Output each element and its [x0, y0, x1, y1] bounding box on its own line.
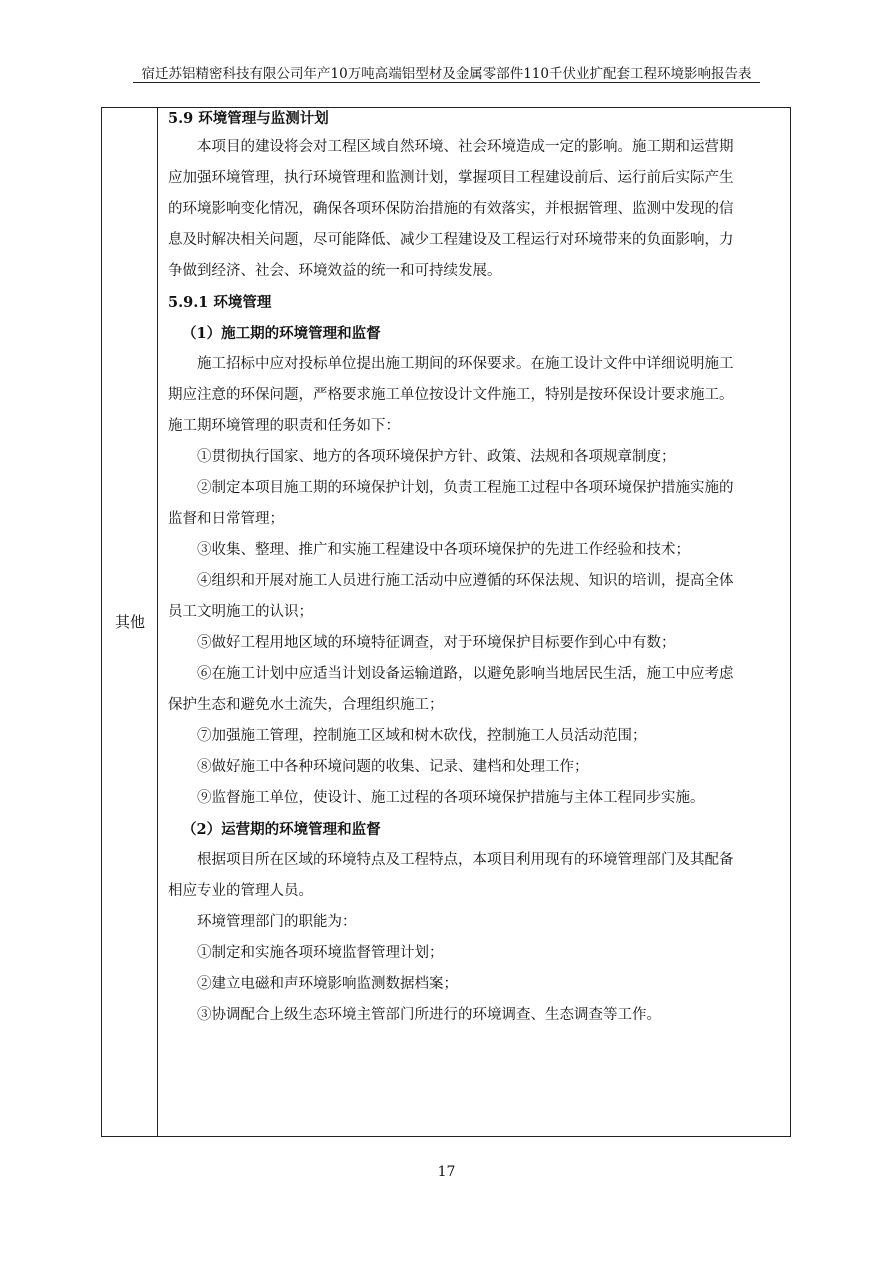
text-line: ④组织和开展对施工人员进行施工活动中应遵循的环保法规、知识的培训，提高全体: [197, 573, 734, 589]
text-line: ③收集、整理、推广和实施工程建设中各项环境保护的先进工作经验和技术；: [197, 542, 690, 558]
content-table: [101, 107, 791, 1137]
text-line: 本项目的建设将会对工程区域自然环境、社会环境造成一定的影响。施工期和运营期: [197, 139, 734, 155]
text-line: 期应注意的环保问题，严格要求施工单位按设计文件施工，特别是按环保设计要求施工。: [168, 387, 734, 403]
text-line: 争做到经济、社会、环境效益的统一和可持续发展。: [168, 263, 502, 279]
text-line: 5.9 环境管理与监测计划: [168, 110, 329, 127]
text-line: 施工招标中应对投标单位提出施工期间的环保要求。在施工设计文件中详细说明施工: [197, 356, 734, 372]
text-line: 的环境影响变化情况，确保各项环保防治措施的有效落实，并根据管理、监测中发现的信: [168, 201, 734, 217]
text-line: 根据项目所在区域的环境特点及工程特点，本项目利用现有的环境管理部门及其配备: [197, 852, 734, 868]
text-line: 5.9.1 环境管理: [168, 294, 272, 311]
row-label: 其他: [114, 613, 145, 631]
document-header: 宿迁苏铝精密科技有限公司年产10万吨高端铝型材及金属零部件110千伏业扩配套工程环境影响报告表: [141, 66, 752, 82]
text-line: ③协调配合上级生态环境主管部门所进行的环境调查、生态调查等工作。: [197, 1007, 661, 1023]
label-column: [102, 108, 158, 1136]
header-rule: [133, 82, 760, 83]
text-line: 应加强环境管理，执行环境管理和监测计划，掌握项目工程建设前后、运行前后实际产生: [168, 170, 734, 186]
text-line: 施工期环境管理的职责和任务如下：: [168, 418, 400, 434]
text-line: 监督和日常管理；: [168, 511, 284, 527]
text-line: （2）运营期的环境管理和监督: [182, 821, 381, 838]
text-line: 保护生态和避免水土流失，合理组织施工；: [168, 697, 444, 713]
text-line: 环境管理部门的职能为：: [197, 914, 357, 930]
text-line: ②建立电磁和声环境影响监测数据档案；: [197, 976, 458, 992]
text-line: ②制定本项目施工期的环境保护计划，负责工程施工过程中各项环境保护措施实施的: [197, 480, 734, 496]
page-number: 17: [437, 1164, 456, 1180]
text-line: 员工文明施工的认识；: [168, 604, 313, 620]
content-cell: [168, 108, 786, 1031]
text-line: ①贯彻执行国家、地方的各项环境保护方针、政策、法规和各项规章制度；: [197, 449, 676, 465]
text-line: ⑧做好施工中各种环境问题的收集、记录、建档和处理工作；: [197, 759, 589, 775]
text-line: ⑨监督施工单位，使设计、施工过程的各项环境保护措施与主体工程同步实施。: [197, 790, 705, 806]
text-line: 息及时解决相关问题，尽可能降低、减少工程建设及工程运行对环境带来的负面影响，力: [168, 232, 734, 248]
text-line: （1）施工期的环境管理和监督: [182, 325, 381, 342]
text-line: ⑦加强施工管理，控制施工区域和树木砍伐，控制施工人员活动范围；: [197, 728, 647, 744]
text-line: ①制定和实施各项环境监督管理计划；: [197, 945, 444, 961]
text-line: ⑥在施工计划中应适当计划设备运输道路，以避免影响当地居民生活，施工中应考虑: [197, 666, 734, 682]
text-line: ⑤做好工程用地区域的环境特征调查，对于环境保护目标要作到心中有数；: [197, 635, 676, 651]
text-line: 相应专业的管理人员。: [168, 883, 313, 899]
